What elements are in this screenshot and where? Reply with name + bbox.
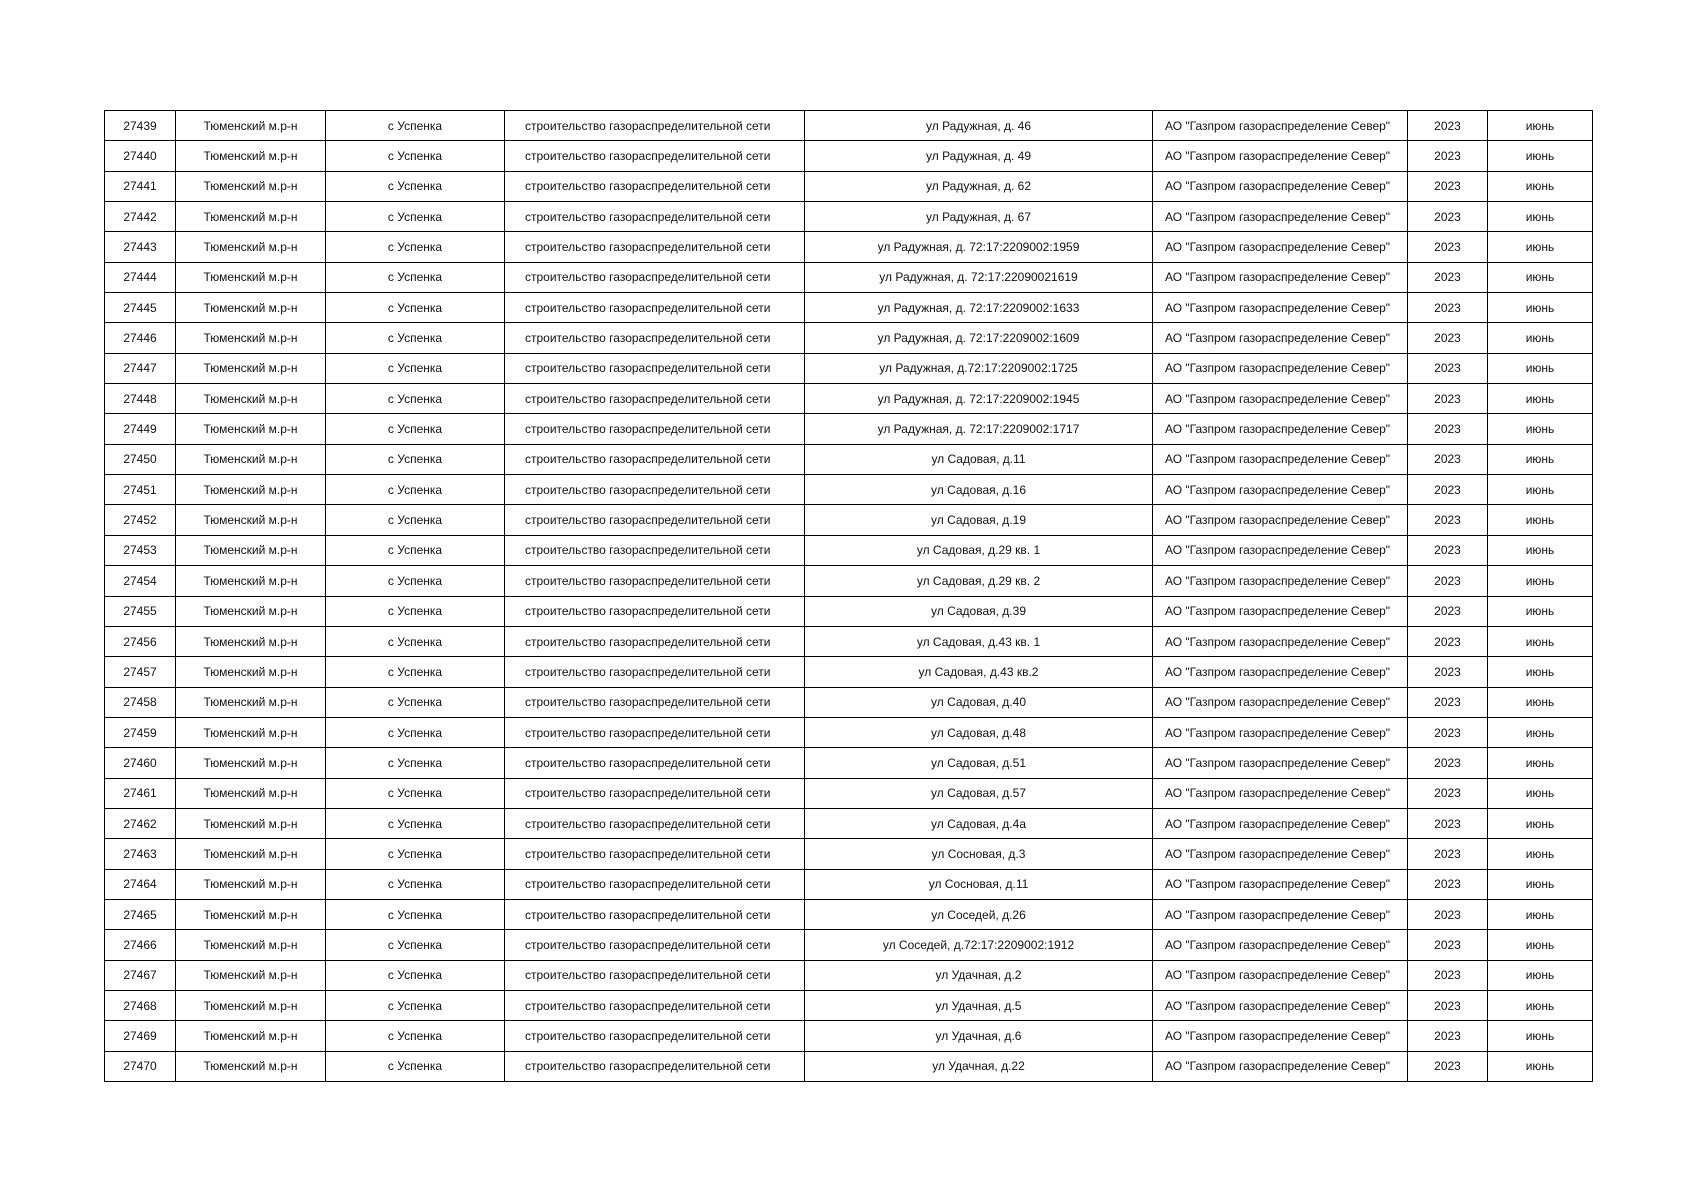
cell-address: ул Соседей, д.26 (805, 899, 1153, 929)
cell-month: июнь (1488, 960, 1593, 990)
cell-month: июнь (1488, 353, 1593, 383)
cell-locality: с Успенка (326, 202, 505, 232)
cell-month: июнь (1488, 323, 1593, 353)
cell-work-type: строительство газораспределительной сети (505, 990, 805, 1020)
cell-locality: с Успенка (326, 748, 505, 778)
cell-district: Тюменский м.р-н (176, 202, 326, 232)
cell-work-type: строительство газораспределительной сети (505, 1021, 805, 1051)
cell-locality: с Успенка (326, 384, 505, 414)
cell-district: Тюменский м.р-н (176, 869, 326, 899)
cell-month: июнь (1488, 869, 1593, 899)
cell-id: 27457 (105, 657, 176, 687)
cell-year: 2023 (1408, 930, 1488, 960)
cell-year: 2023 (1408, 1021, 1488, 1051)
cell-district: Тюменский м.р-н (176, 596, 326, 626)
cell-id: 27470 (105, 1051, 176, 1081)
cell-year: 2023 (1408, 384, 1488, 414)
table-row (105, 687, 1593, 717)
cell-district: Тюменский м.р-н (176, 960, 326, 990)
cell-year: 2023 (1408, 626, 1488, 656)
cell-year: 2023 (1408, 748, 1488, 778)
cell-address: ул Садовая, д.48 (805, 717, 1153, 747)
cell-organization: АО "Газпром газораспределение Север" (1153, 990, 1408, 1020)
table-row (105, 657, 1593, 687)
cell-address: ул Удачная, д.22 (805, 1051, 1153, 1081)
cell-id: 27459 (105, 717, 176, 747)
cell-address: ул Садовая, д.43 кв.2 (805, 657, 1153, 687)
cell-id: 27458 (105, 687, 176, 717)
cell-address: ул Радужная, д. 46 (805, 111, 1153, 141)
cell-year: 2023 (1408, 778, 1488, 808)
cell-year: 2023 (1408, 414, 1488, 444)
cell-work-type: строительство газораспределительной сети (505, 808, 805, 838)
cell-year: 2023 (1408, 505, 1488, 535)
table-body (105, 111, 1593, 1082)
table-row (105, 566, 1593, 596)
cell-work-type: строительство газораспределительной сети (505, 566, 805, 596)
cell-id: 27444 (105, 262, 176, 292)
cell-month: июнь (1488, 293, 1593, 323)
cell-address: ул Садовая, д.39 (805, 596, 1153, 626)
cell-district: Тюменский м.р-н (176, 748, 326, 778)
cell-organization: АО "Газпром газораспределение Север" (1153, 535, 1408, 565)
table-row (105, 323, 1593, 353)
cell-organization: АО "Газпром газораспределение Север" (1153, 930, 1408, 960)
table-row (105, 899, 1593, 929)
cell-id: 27445 (105, 293, 176, 323)
cell-month: июнь (1488, 505, 1593, 535)
cell-locality: с Успенка (326, 869, 505, 899)
cell-organization: АО "Газпром газораспределение Север" (1153, 808, 1408, 838)
table-row (105, 869, 1593, 899)
cell-address: ул Садовая, д.57 (805, 778, 1153, 808)
cell-organization: АО "Газпром газораспределение Север" (1153, 475, 1408, 505)
cell-year: 2023 (1408, 869, 1488, 899)
cell-year: 2023 (1408, 687, 1488, 717)
cell-organization: АО "Газпром газораспределение Север" (1153, 141, 1408, 171)
cell-work-type: строительство газораспределительной сети (505, 141, 805, 171)
table-row (105, 748, 1593, 778)
cell-year: 2023 (1408, 353, 1488, 383)
cell-locality: с Успенка (326, 353, 505, 383)
cell-district: Тюменский м.р-н (176, 535, 326, 565)
cell-month: июнь (1488, 535, 1593, 565)
cell-month: июнь (1488, 262, 1593, 292)
cell-district: Тюменский м.р-н (176, 505, 326, 535)
cell-month: июнь (1488, 596, 1593, 626)
cell-month: июнь (1488, 808, 1593, 838)
cell-district: Тюменский м.р-н (176, 626, 326, 656)
cell-address: ул Садовая, д.11 (805, 444, 1153, 474)
cell-locality: с Успенка (326, 930, 505, 960)
cell-district: Тюменский м.р-н (176, 1021, 326, 1051)
table-row (105, 990, 1593, 1020)
cell-address: ул Садовая, д.29 кв. 2 (805, 566, 1153, 596)
cell-locality: с Успенка (326, 1021, 505, 1051)
cell-organization: АО "Газпром газораспределение Север" (1153, 1051, 1408, 1081)
cell-work-type: строительство газораспределительной сети (505, 899, 805, 929)
cell-id: 27454 (105, 566, 176, 596)
cell-district: Тюменский м.р-н (176, 839, 326, 869)
cell-year: 2023 (1408, 171, 1488, 201)
cell-month: июнь (1488, 384, 1593, 414)
table-row (105, 717, 1593, 747)
table-row (105, 232, 1593, 262)
cell-locality: с Успенка (326, 444, 505, 474)
cell-district: Тюменский м.р-н (176, 141, 326, 171)
table-row (105, 293, 1593, 323)
cell-district: Тюменский м.р-н (176, 657, 326, 687)
cell-work-type: строительство газораспределительной сети (505, 353, 805, 383)
cell-organization: АО "Газпром газораспределение Север" (1153, 899, 1408, 929)
cell-id: 27440 (105, 141, 176, 171)
cell-month: июнь (1488, 657, 1593, 687)
cell-organization: АО "Газпром газораспределение Север" (1153, 566, 1408, 596)
cell-organization: АО "Газпром газораспределение Север" (1153, 778, 1408, 808)
table-row (105, 596, 1593, 626)
cell-address: ул Садовая, д.16 (805, 475, 1153, 505)
table-row (105, 808, 1593, 838)
cell-locality: с Успенка (326, 232, 505, 262)
cell-locality: с Успенка (326, 1051, 505, 1081)
cell-address: ул Радужная, д. 67 (805, 202, 1153, 232)
cell-address: ул Сосновая, д.3 (805, 839, 1153, 869)
cell-district: Тюменский м.р-н (176, 778, 326, 808)
table-row (105, 535, 1593, 565)
cell-organization: АО "Газпром газораспределение Север" (1153, 839, 1408, 869)
cell-work-type: строительство газораспределительной сети (505, 384, 805, 414)
cell-address: ул Радужная, д. 62 (805, 171, 1153, 201)
cell-organization: АО "Газпром газораспределение Север" (1153, 232, 1408, 262)
cell-year: 2023 (1408, 657, 1488, 687)
cell-locality: с Успенка (326, 111, 505, 141)
cell-id: 27443 (105, 232, 176, 262)
cell-district: Тюменский м.р-н (176, 293, 326, 323)
cell-locality: с Успенка (326, 293, 505, 323)
cell-month: июнь (1488, 232, 1593, 262)
cell-work-type: строительство газораспределительной сети (505, 778, 805, 808)
cell-address: ул Садовая, д.40 (805, 687, 1153, 717)
cell-locality: с Успенка (326, 626, 505, 656)
cell-locality: с Успенка (326, 657, 505, 687)
cell-address: ул Садовая, д.4а (805, 808, 1153, 838)
cell-year: 2023 (1408, 232, 1488, 262)
cell-locality: с Успенка (326, 323, 505, 353)
cell-work-type: строительство газораспределительной сети (505, 717, 805, 747)
cell-work-type: строительство газораспределительной сети (505, 626, 805, 656)
cell-id: 27456 (105, 626, 176, 656)
cell-work-type: строительство газораспределительной сети (505, 171, 805, 201)
cell-organization: АО "Газпром газораспределение Север" (1153, 717, 1408, 747)
cell-work-type: строительство газораспределительной сети (505, 596, 805, 626)
table-row (105, 1051, 1593, 1081)
cell-locality: с Успенка (326, 475, 505, 505)
cell-id: 27460 (105, 748, 176, 778)
cell-work-type: строительство газораспределительной сети (505, 444, 805, 474)
cell-organization: АО "Газпром газораспределение Север" (1153, 323, 1408, 353)
cell-work-type: строительство газораспределительной сети (505, 262, 805, 292)
cell-district: Тюменский м.р-н (176, 384, 326, 414)
cell-locality: с Успенка (326, 808, 505, 838)
cell-locality: с Успенка (326, 141, 505, 171)
cell-year: 2023 (1408, 566, 1488, 596)
cell-locality: с Успенка (326, 717, 505, 747)
cell-id: 27463 (105, 839, 176, 869)
cell-year: 2023 (1408, 839, 1488, 869)
cell-month: июнь (1488, 778, 1593, 808)
cell-address: ул Соседей, д.72:17:2209002:1912 (805, 930, 1153, 960)
cell-month: июнь (1488, 717, 1593, 747)
cell-district: Тюменский м.р-н (176, 111, 326, 141)
table-row (105, 930, 1593, 960)
cell-organization: АО "Газпром газораспределение Север" (1153, 687, 1408, 717)
cell-district: Тюменский м.р-н (176, 262, 326, 292)
cell-work-type: строительство газораспределительной сети (505, 687, 805, 717)
table-row (105, 111, 1593, 141)
cell-year: 2023 (1408, 960, 1488, 990)
cell-locality: с Успенка (326, 171, 505, 201)
cell-id: 27441 (105, 171, 176, 201)
cell-month: июнь (1488, 899, 1593, 929)
cell-year: 2023 (1408, 202, 1488, 232)
cell-year: 2023 (1408, 111, 1488, 141)
cell-address: ул Сосновая, д.11 (805, 869, 1153, 899)
cell-district: Тюменский м.р-н (176, 444, 326, 474)
cell-address: ул Удачная, д.2 (805, 960, 1153, 990)
cell-organization: АО "Газпром газораспределение Север" (1153, 657, 1408, 687)
cell-year: 2023 (1408, 323, 1488, 353)
cell-id: 27442 (105, 202, 176, 232)
table-row (105, 202, 1593, 232)
cell-address: ул Радужная, д. 72:17:2209002:1945 (805, 384, 1153, 414)
cell-address: ул Радужная, д. 72:17:2209002:1609 (805, 323, 1153, 353)
cell-work-type: строительство газораспределительной сети (505, 930, 805, 960)
cell-locality: с Успенка (326, 687, 505, 717)
cell-year: 2023 (1408, 535, 1488, 565)
cell-locality: с Успенка (326, 899, 505, 929)
cell-locality: с Успенка (326, 262, 505, 292)
cell-district: Тюменский м.р-н (176, 475, 326, 505)
cell-year: 2023 (1408, 990, 1488, 1020)
cell-address: ул Садовая, д.43 кв. 1 (805, 626, 1153, 656)
cell-month: июнь (1488, 202, 1593, 232)
cell-district: Тюменский м.р-н (176, 990, 326, 1020)
cell-id: 27468 (105, 990, 176, 1020)
cell-organization: АО "Газпром газораспределение Север" (1153, 626, 1408, 656)
cell-id: 27462 (105, 808, 176, 838)
cell-locality: с Успенка (326, 778, 505, 808)
cell-id: 27467 (105, 960, 176, 990)
table-row (105, 626, 1593, 656)
cell-address: ул Радужная, д. 72:17:2209002:1959 (805, 232, 1153, 262)
cell-work-type: строительство газораспределительной сети (505, 748, 805, 778)
cell-locality: с Успенка (326, 535, 505, 565)
cell-work-type: строительство газораспределительной сети (505, 960, 805, 990)
cell-district: Тюменский м.р-н (176, 717, 326, 747)
cell-work-type: строительство газораспределительной сети (505, 1051, 805, 1081)
table-row (105, 475, 1593, 505)
cell-month: июнь (1488, 839, 1593, 869)
cell-year: 2023 (1408, 1051, 1488, 1081)
cell-id: 27461 (105, 778, 176, 808)
cell-work-type: строительство газораспределительной сети (505, 293, 805, 323)
cell-locality: с Успенка (326, 505, 505, 535)
cell-address: ул Удачная, д.5 (805, 990, 1153, 1020)
cell-locality: с Успенка (326, 596, 505, 626)
table-row (105, 778, 1593, 808)
cell-id: 27466 (105, 930, 176, 960)
cell-address: ул Радужная, д. 49 (805, 141, 1153, 171)
cell-month: июнь (1488, 141, 1593, 171)
cell-month: июнь (1488, 111, 1593, 141)
table-row (105, 262, 1593, 292)
cell-address: ул Радужная, д. 72:17:2209002:1717 (805, 414, 1153, 444)
cell-organization: АО "Газпром газораспределение Север" (1153, 596, 1408, 626)
cell-id: 27465 (105, 899, 176, 929)
cell-district: Тюменский м.р-н (176, 899, 326, 929)
cell-work-type: строительство газораспределительной сети (505, 111, 805, 141)
cell-year: 2023 (1408, 475, 1488, 505)
cell-organization: АО "Газпром газораспределение Север" (1153, 748, 1408, 778)
cell-id: 27453 (105, 535, 176, 565)
cell-work-type: строительство газораспределительной сети (505, 505, 805, 535)
cell-month: июнь (1488, 748, 1593, 778)
cell-year: 2023 (1408, 262, 1488, 292)
cell-month: июнь (1488, 171, 1593, 201)
cell-district: Тюменский м.р-н (176, 930, 326, 960)
cell-district: Тюменский м.р-н (176, 353, 326, 383)
cell-year: 2023 (1408, 293, 1488, 323)
table-row (105, 353, 1593, 383)
table-row (105, 960, 1593, 990)
cell-district: Тюменский м.р-н (176, 687, 326, 717)
cell-work-type: строительство газораспределительной сети (505, 232, 805, 262)
cell-month: июнь (1488, 1051, 1593, 1081)
cell-id: 27464 (105, 869, 176, 899)
cell-locality: с Успенка (326, 414, 505, 444)
cell-id: 27469 (105, 1021, 176, 1051)
cell-id: 27452 (105, 505, 176, 535)
cell-locality: с Успенка (326, 839, 505, 869)
cell-month: июнь (1488, 444, 1593, 474)
cell-district: Тюменский м.р-н (176, 323, 326, 353)
cell-year: 2023 (1408, 808, 1488, 838)
cell-organization: АО "Газпром газораспределение Север" (1153, 414, 1408, 444)
table-row (105, 384, 1593, 414)
cell-address: ул Радужная, д.72:17:2209002:1725 (805, 353, 1153, 383)
cell-month: июнь (1488, 566, 1593, 596)
cell-id: 27447 (105, 353, 176, 383)
cell-month: июнь (1488, 1021, 1593, 1051)
cell-month: июнь (1488, 687, 1593, 717)
cell-address: ул Садовая, д.29 кв. 1 (805, 535, 1153, 565)
cell-work-type: строительство газораспределительной сети (505, 869, 805, 899)
cell-organization: АО "Газпром газораспределение Север" (1153, 171, 1408, 201)
cell-district: Тюменский м.р-н (176, 566, 326, 596)
cell-id: 27448 (105, 384, 176, 414)
table-row (105, 414, 1593, 444)
cell-district: Тюменский м.р-н (176, 232, 326, 262)
cell-address: ул Садовая, д.19 (805, 505, 1153, 535)
cell-id: 27450 (105, 444, 176, 474)
cell-address: ул Удачная, д.6 (805, 1021, 1153, 1051)
cell-month: июнь (1488, 626, 1593, 656)
cell-organization: АО "Газпром газораспределение Север" (1153, 444, 1408, 474)
cell-work-type: строительство газораспределительной сети (505, 202, 805, 232)
cell-work-type: строительство газораспределительной сети (505, 657, 805, 687)
cell-locality: с Успенка (326, 990, 505, 1020)
cell-organization: АО "Газпром газораспределение Север" (1153, 1021, 1408, 1051)
cell-organization: АО "Газпром газораспределение Север" (1153, 960, 1408, 990)
cell-year: 2023 (1408, 717, 1488, 747)
cell-year: 2023 (1408, 141, 1488, 171)
cell-year: 2023 (1408, 899, 1488, 929)
cell-month: июнь (1488, 990, 1593, 1020)
cell-year: 2023 (1408, 444, 1488, 474)
cell-id: 27455 (105, 596, 176, 626)
cell-year: 2023 (1408, 596, 1488, 626)
cell-id: 27439 (105, 111, 176, 141)
cell-district: Тюменский м.р-н (176, 808, 326, 838)
table-row (105, 505, 1593, 535)
cell-organization: АО "Газпром газораспределение Север" (1153, 505, 1408, 535)
cell-organization: АО "Газпром газораспределение Север" (1153, 384, 1408, 414)
table-row (105, 444, 1593, 474)
gasification-table (104, 110, 1593, 1082)
cell-district: Тюменский м.р-н (176, 414, 326, 444)
cell-district: Тюменский м.р-н (176, 171, 326, 201)
cell-organization: АО "Газпром газораспределение Север" (1153, 293, 1408, 323)
cell-work-type: строительство газораспределительной сети (505, 414, 805, 444)
table-row (105, 1021, 1593, 1051)
cell-month: июнь (1488, 475, 1593, 505)
cell-address: ул Садовая, д.51 (805, 748, 1153, 778)
cell-district: Тюменский м.р-н (176, 1051, 326, 1081)
cell-month: июнь (1488, 930, 1593, 960)
cell-address: ул Радужная, д. 72:17:2209002:1633 (805, 293, 1153, 323)
table-row (105, 171, 1593, 201)
table-row (105, 141, 1593, 171)
cell-id: 27446 (105, 323, 176, 353)
document-page (104, 110, 1592, 1082)
cell-organization: АО "Газпром газораспределение Север" (1153, 262, 1408, 292)
cell-organization: АО "Газпром газораспределение Север" (1153, 869, 1408, 899)
cell-work-type: строительство газораспределительной сети (505, 475, 805, 505)
cell-id: 27449 (105, 414, 176, 444)
cell-work-type: строительство газораспределительной сети (505, 839, 805, 869)
cell-month: июнь (1488, 414, 1593, 444)
cell-address: ул Радужная, д. 72:17:22090021619 (805, 262, 1153, 292)
cell-work-type: строительство газораспределительной сети (505, 535, 805, 565)
cell-locality: с Успенка (326, 566, 505, 596)
cell-organization: АО "Газпром газораспределение Север" (1153, 111, 1408, 141)
cell-work-type: строительство газораспределительной сети (505, 323, 805, 353)
cell-organization: АО "Газпром газораспределение Север" (1153, 353, 1408, 383)
cell-organization: АО "Газпром газораспределение Север" (1153, 202, 1408, 232)
cell-locality: с Успенка (326, 960, 505, 990)
cell-id: 27451 (105, 475, 176, 505)
table-row (105, 839, 1593, 869)
